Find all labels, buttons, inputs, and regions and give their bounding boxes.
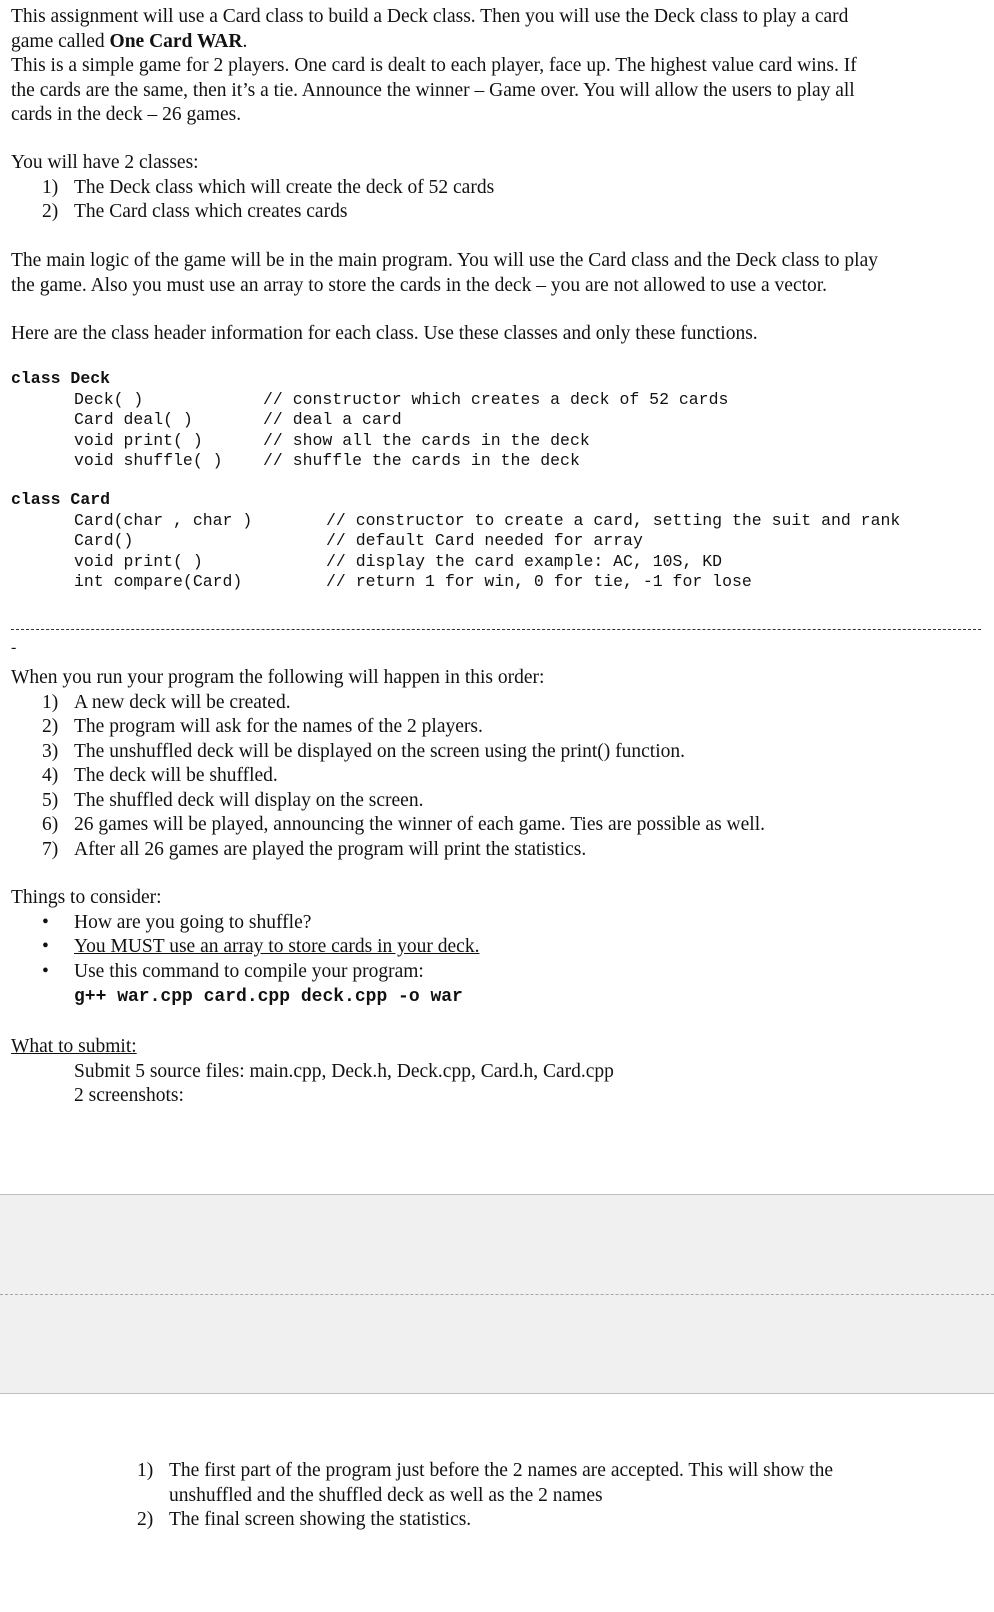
list-item [11, 715, 981, 740]
item-text: unshuffled and the shuffled deck as well as the 2 names [169, 1484, 603, 1506]
code-keyword: class [11, 490, 61, 509]
item-text: A new deck will be created. [74, 691, 291, 713]
item-number: 3) [42, 740, 59, 762]
code-keyword: class [11, 369, 61, 388]
list-item [11, 813, 981, 838]
submit-line: 2 screenshots: [74, 1085, 184, 1106]
code-comment: // return 1 for win, 0 for tie, -1 for lose [326, 572, 752, 591]
code-comment: // display the card example: AC, 10S, KD [326, 551, 723, 571]
item-text: How are you going to shuffle? [74, 911, 312, 933]
submit-line: Submit 5 source files: main.cpp, Deck.h, Deck.cpp, Card.h, Card.cpp [74, 1060, 614, 1082]
consider-section [11, 886, 981, 1010]
bullet-icon: • [42, 911, 49, 933]
submit-section [11, 1035, 981, 1109]
list-item [106, 1484, 966, 1509]
code-signature: Deck( ) [74, 389, 144, 409]
intro-line: This assignment will use a Card class to build a Deck class. Then you will use the Deck class to play a card [11, 6, 849, 27]
item-number: 1) [42, 176, 59, 198]
list-item [106, 1459, 966, 1484]
item-number: 4) [42, 765, 59, 786]
code-member-row [11, 552, 981, 573]
item-text: The shuffled deck will display on the screen. [74, 789, 424, 811]
item-text: The unshuffled deck will be displayed on the screen using the print() function. [74, 740, 686, 762]
paragraph-line: Here are the class header information for each class. Use these classes and only these functions. [11, 323, 758, 344]
item-number: 5) [42, 789, 59, 811]
item-text: Use this command to compile your program: [74, 960, 424, 982]
intro-text: . [242, 30, 248, 52]
code-signature: void print( ) [74, 551, 203, 571]
run-order-heading: When you run your program the following will happen in this order: [11, 667, 545, 688]
item-text: The final screen showing the statistics. [169, 1509, 472, 1530]
code-comment: // shuffle the cards in the deck [263, 451, 580, 470]
code-signature: int compare(Card) [74, 572, 243, 591]
list-item [11, 789, 981, 814]
item-text: The deck will be shuffled. [74, 765, 278, 786]
classes-section [11, 151, 981, 225]
item-text: 26 games will be played, announcing the winner of each game. Ties are possible as well. [74, 814, 765, 835]
consider-list [11, 911, 981, 1010]
run-order-section [11, 666, 981, 862]
code-signature: Card(char , char ) [74, 510, 253, 530]
item-text: The first part of the program just before the 2 names are accepted. This will show the [169, 1460, 834, 1481]
list-item [11, 200, 981, 225]
code-signature: Card() [74, 531, 134, 550]
list-item [106, 1508, 966, 1533]
compile-command: g++ war.cpp card.cpp deck.cpp -o war [74, 987, 463, 1007]
separator-dash-char: - [11, 639, 17, 656]
submit-heading: What to submit: [11, 1036, 137, 1057]
paragraph-line: The main logic of the game will be in the main program. You will use the Card class and the Deck class to play [11, 250, 879, 271]
screenshots-list [106, 1459, 966, 1533]
code-member-row [11, 390, 981, 411]
item-text: The program will ask for the names of the 2 players. [74, 716, 483, 737]
band-dashed-divider [0, 1294, 994, 1295]
intro-text: game called [11, 30, 110, 52]
code-class-header [11, 490, 981, 511]
main-logic-paragraph [11, 249, 878, 298]
intro-line: cards in the deck – 26 games. [11, 104, 242, 125]
dashed-separator [11, 629, 981, 630]
code-member-row [11, 410, 981, 431]
code-class-name: Card [70, 490, 111, 509]
code-comment: // deal a card [263, 410, 402, 429]
code-member-row [11, 451, 981, 472]
item-text: After all 26 games are played the program will print the statistics. [74, 838, 587, 860]
code-comment: // default Card needed for array [326, 531, 643, 550]
list-item [11, 960, 981, 985]
paragraph-line: the game. Also you must use an array to store the cards in the deck – you are not allowed to use a vector. [11, 274, 828, 296]
intro-paragraph [11, 5, 857, 128]
list-item [11, 764, 981, 789]
bullet-icon: • [42, 936, 49, 957]
list-item [11, 935, 981, 960]
item-number: 2) [42, 201, 59, 222]
code-class-name: Deck [70, 369, 111, 388]
classes-heading: You will have 2 classes: [11, 152, 199, 173]
item-number: 2) [137, 1509, 154, 1530]
code-signature: void print( ) [74, 430, 203, 450]
code-comment: // constructor to create a card, setting the suit and rank [326, 510, 901, 530]
list-item [11, 911, 981, 936]
band-bottom-border [0, 1393, 994, 1394]
code-member-row [11, 531, 981, 552]
list-item [11, 691, 981, 716]
deck-class-code [11, 369, 981, 472]
intro-line: the cards are the same, then it’s a tie. Announce the winner – Game over. You will allow the users to play all [11, 79, 855, 101]
list-item [11, 740, 981, 765]
list-item [11, 838, 981, 863]
item-number: 7) [42, 838, 59, 860]
bullet-icon: • [42, 960, 49, 982]
consider-heading: Things to consider: [11, 887, 162, 908]
code-signature: Card deal( ) [74, 410, 193, 429]
item-number: 6) [42, 814, 59, 835]
code-member-row [11, 511, 981, 532]
item-number: 1) [42, 691, 59, 713]
list-item [11, 984, 981, 1010]
game-title: One Card WAR [109, 30, 243, 52]
code-comment: // show all the cards in the deck [263, 430, 590, 450]
item-number: 2) [42, 716, 59, 737]
band-top-border [0, 1194, 994, 1195]
header-info-paragraph [11, 322, 758, 347]
list-item [11, 176, 981, 201]
item-text: The Deck class which will create the deck of 52 cards [74, 176, 495, 198]
code-member-row [11, 572, 981, 593]
item-text-underlined: You MUST use an array to store cards in your deck. [74, 936, 480, 957]
code-class-header [11, 369, 981, 390]
card-class-code [11, 490, 981, 593]
screenshots-section [106, 1459, 966, 1533]
run-order-list [11, 691, 981, 863]
code-member-row [11, 431, 981, 452]
item-number: 1) [137, 1460, 154, 1481]
classes-list [11, 176, 981, 225]
item-text: The Card class which creates cards [74, 201, 348, 222]
intro-line: This is a simple game for 2 players. One card is dealt to each player, face up. The highest value card wins. If [11, 55, 857, 76]
code-signature: void shuffle( ) [74, 451, 223, 470]
code-comment: // constructor which creates a deck of 52 cards [263, 389, 729, 409]
intro-line [11, 30, 857, 55]
